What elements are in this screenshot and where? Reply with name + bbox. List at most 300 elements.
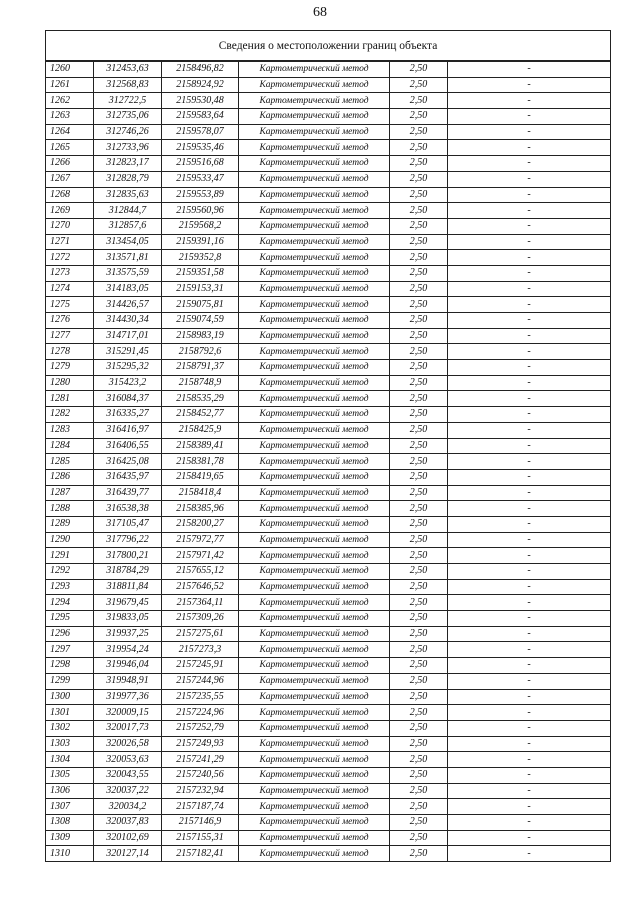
cell-method: Картометрический метод bbox=[239, 454, 390, 470]
cell-coord-y: 2157646,52 bbox=[162, 579, 239, 595]
cell-coord-x: 319937,25 bbox=[94, 626, 162, 642]
cell-method: Картометрический метод bbox=[239, 846, 390, 862]
cell-accuracy: 2,50 bbox=[390, 313, 448, 329]
cell-point-number: 1270 bbox=[46, 218, 94, 234]
table-row bbox=[46, 705, 611, 721]
cell-coord-x: 316335,27 bbox=[94, 407, 162, 423]
table-row bbox=[46, 830, 611, 846]
cell-accuracy: 2,50 bbox=[390, 265, 448, 281]
table-row bbox=[46, 767, 611, 783]
cell-method: Картометрический метод bbox=[239, 93, 390, 109]
cell-description: - bbox=[448, 595, 611, 611]
cell-point-number: 1306 bbox=[46, 783, 94, 799]
table-row bbox=[46, 642, 611, 658]
cell-accuracy: 2,50 bbox=[390, 469, 448, 485]
cell-point-number: 1282 bbox=[46, 407, 94, 423]
cell-method: Картометрический метод bbox=[239, 658, 390, 674]
cell-accuracy: 2,50 bbox=[390, 626, 448, 642]
cell-coord-x: 312823,17 bbox=[94, 156, 162, 172]
table-row bbox=[46, 391, 611, 407]
cell-description: - bbox=[448, 611, 611, 627]
cell-description: - bbox=[448, 61, 611, 77]
cell-point-number: 1271 bbox=[46, 234, 94, 250]
cell-coord-x: 318784,29 bbox=[94, 564, 162, 580]
table-row bbox=[46, 422, 611, 438]
cell-point-number: 1276 bbox=[46, 313, 94, 329]
table-row bbox=[46, 93, 611, 109]
table-title-row bbox=[46, 31, 611, 62]
cell-point-number: 1288 bbox=[46, 501, 94, 517]
cell-accuracy: 2,50 bbox=[390, 673, 448, 689]
cell-coord-y: 2158452,77 bbox=[162, 407, 239, 423]
cell-accuracy: 2,50 bbox=[390, 783, 448, 799]
cell-description: - bbox=[448, 579, 611, 595]
cell-coord-x: 316538,38 bbox=[94, 501, 162, 517]
cell-point-number: 1273 bbox=[46, 265, 94, 281]
table-row bbox=[46, 846, 611, 862]
table-row bbox=[46, 501, 611, 517]
cell-point-number: 1304 bbox=[46, 752, 94, 768]
cell-method: Картометрический метод bbox=[239, 767, 390, 783]
cell-coord-y: 2157182,41 bbox=[162, 846, 239, 862]
cell-accuracy: 2,50 bbox=[390, 375, 448, 391]
cell-method: Картометрический метод bbox=[239, 360, 390, 376]
cell-point-number: 1261 bbox=[46, 77, 94, 93]
table-row bbox=[46, 454, 611, 470]
cell-description: - bbox=[448, 187, 611, 203]
cell-coord-y: 2157224,96 bbox=[162, 705, 239, 721]
table-row bbox=[46, 61, 611, 77]
cell-method: Картометрический метод bbox=[239, 564, 390, 580]
cell-accuracy: 2,50 bbox=[390, 752, 448, 768]
cell-point-number: 1301 bbox=[46, 705, 94, 721]
cell-coord-y: 2159535,46 bbox=[162, 140, 239, 156]
cell-coord-y: 2157155,31 bbox=[162, 830, 239, 846]
table-row bbox=[46, 297, 611, 313]
cell-coord-x: 313575,59 bbox=[94, 265, 162, 281]
cell-point-number: 1294 bbox=[46, 595, 94, 611]
cell-coord-y: 2157252,79 bbox=[162, 720, 239, 736]
cell-accuracy: 2,50 bbox=[390, 234, 448, 250]
cell-description: - bbox=[448, 501, 611, 517]
cell-coord-x: 316416,97 bbox=[94, 422, 162, 438]
cell-accuracy: 2,50 bbox=[390, 422, 448, 438]
cell-method: Картометрический метод bbox=[239, 422, 390, 438]
cell-point-number: 1287 bbox=[46, 485, 94, 501]
cell-description: - bbox=[448, 140, 611, 156]
cell-point-number: 1265 bbox=[46, 140, 94, 156]
cell-method: Картометрический метод bbox=[239, 673, 390, 689]
cell-point-number: 1283 bbox=[46, 422, 94, 438]
cell-coord-y: 2157655,12 bbox=[162, 564, 239, 580]
cell-description: - bbox=[448, 783, 611, 799]
cell-coord-x: 316435,97 bbox=[94, 469, 162, 485]
table-row bbox=[46, 815, 611, 831]
table-row bbox=[46, 438, 611, 454]
cell-point-number: 1264 bbox=[46, 124, 94, 140]
cell-accuracy: 2,50 bbox=[390, 218, 448, 234]
cell-coord-y: 2159530,48 bbox=[162, 93, 239, 109]
cell-method: Картометрический метод bbox=[239, 391, 390, 407]
cell-method: Картометрический метод bbox=[239, 611, 390, 627]
cell-method: Картометрический метод bbox=[239, 218, 390, 234]
cell-description: - bbox=[448, 109, 611, 125]
cell-method: Картометрический метод bbox=[239, 187, 390, 203]
cell-coord-x: 320017,73 bbox=[94, 720, 162, 736]
table-row bbox=[46, 516, 611, 532]
cell-coord-y: 2157245,91 bbox=[162, 658, 239, 674]
cell-coord-y: 2159533,47 bbox=[162, 171, 239, 187]
cell-method: Картометрический метод bbox=[239, 61, 390, 77]
cell-description: - bbox=[448, 234, 611, 250]
cell-description: - bbox=[448, 281, 611, 297]
cell-coord-x: 312746,26 bbox=[94, 124, 162, 140]
table-row bbox=[46, 250, 611, 266]
cell-coord-x: 312828,79 bbox=[94, 171, 162, 187]
cell-description: - bbox=[448, 642, 611, 658]
cell-accuracy: 2,50 bbox=[390, 171, 448, 187]
cell-accuracy: 2,50 bbox=[390, 642, 448, 658]
cell-method: Картометрический метод bbox=[239, 469, 390, 485]
cell-point-number: 1278 bbox=[46, 344, 94, 360]
cell-accuracy: 2,50 bbox=[390, 187, 448, 203]
cell-coord-x: 315291,45 bbox=[94, 344, 162, 360]
cell-description: - bbox=[448, 250, 611, 266]
cell-method: Картометрический метод bbox=[239, 642, 390, 658]
cell-point-number: 1272 bbox=[46, 250, 94, 266]
cell-coord-x: 314426,57 bbox=[94, 297, 162, 313]
cell-point-number: 1274 bbox=[46, 281, 94, 297]
cell-coord-y: 2159074,59 bbox=[162, 313, 239, 329]
cell-description: - bbox=[448, 77, 611, 93]
cell-point-number: 1308 bbox=[46, 815, 94, 831]
cell-point-number: 1266 bbox=[46, 156, 94, 172]
cell-coord-x: 319954,24 bbox=[94, 642, 162, 658]
cell-accuracy: 2,50 bbox=[390, 830, 448, 846]
table-row bbox=[46, 109, 611, 125]
cell-point-number: 1296 bbox=[46, 626, 94, 642]
cell-method: Картометрический метод bbox=[239, 407, 390, 423]
cell-coord-x: 319948,91 bbox=[94, 673, 162, 689]
cell-coord-y: 2157146,9 bbox=[162, 815, 239, 831]
table-row bbox=[46, 626, 611, 642]
cell-coord-x: 320102,69 bbox=[94, 830, 162, 846]
cell-coord-x: 320034,2 bbox=[94, 799, 162, 815]
cell-coord-y: 2157244,96 bbox=[162, 673, 239, 689]
cell-coord-x: 313454,05 bbox=[94, 234, 162, 250]
cell-description: - bbox=[448, 375, 611, 391]
cell-description: - bbox=[448, 422, 611, 438]
cell-accuracy: 2,50 bbox=[390, 689, 448, 705]
cell-method: Картометрический метод bbox=[239, 501, 390, 517]
cell-coord-y: 2157249,93 bbox=[162, 736, 239, 752]
cell-accuracy: 2,50 bbox=[390, 140, 448, 156]
table-row bbox=[46, 611, 611, 627]
cell-method: Картометрический метод bbox=[239, 516, 390, 532]
table-row bbox=[46, 532, 611, 548]
cell-method: Картометрический метод bbox=[239, 626, 390, 642]
cell-coord-y: 2158535,29 bbox=[162, 391, 239, 407]
table-row bbox=[46, 360, 611, 376]
cell-point-number: 1281 bbox=[46, 391, 94, 407]
cell-method: Картометрический метод bbox=[239, 297, 390, 313]
cell-coord-x: 320026,58 bbox=[94, 736, 162, 752]
cell-description: - bbox=[448, 454, 611, 470]
table-row bbox=[46, 124, 611, 140]
cell-coord-x: 312857,6 bbox=[94, 218, 162, 234]
cell-coord-x: 312453,63 bbox=[94, 61, 162, 77]
cell-accuracy: 2,50 bbox=[390, 548, 448, 564]
cell-coord-y: 2157241,29 bbox=[162, 752, 239, 768]
cell-coord-x: 316084,37 bbox=[94, 391, 162, 407]
cell-description: - bbox=[448, 799, 611, 815]
cell-coord-y: 2158791,37 bbox=[162, 360, 239, 376]
cell-method: Картометрический метод bbox=[239, 250, 390, 266]
cell-accuracy: 2,50 bbox=[390, 815, 448, 831]
table-row bbox=[46, 783, 611, 799]
cell-description: - bbox=[448, 564, 611, 580]
cell-method: Картометрический метод bbox=[239, 281, 390, 297]
table-row bbox=[46, 218, 611, 234]
cell-accuracy: 2,50 bbox=[390, 579, 448, 595]
cell-method: Картометрический метод bbox=[239, 109, 390, 125]
cell-coord-y: 2157309,26 bbox=[162, 611, 239, 627]
cell-coord-x: 314430,34 bbox=[94, 313, 162, 329]
cell-point-number: 1309 bbox=[46, 830, 94, 846]
cell-method: Картометрический метод bbox=[239, 783, 390, 799]
cell-point-number: 1263 bbox=[46, 109, 94, 125]
cell-point-number: 1297 bbox=[46, 642, 94, 658]
cell-method: Картометрический метод bbox=[239, 815, 390, 831]
cell-method: Картометрический метод bbox=[239, 485, 390, 501]
cell-accuracy: 2,50 bbox=[390, 658, 448, 674]
cell-point-number: 1280 bbox=[46, 375, 94, 391]
cell-description: - bbox=[448, 360, 611, 376]
cell-coord-y: 2158381,78 bbox=[162, 454, 239, 470]
cell-description: - bbox=[448, 548, 611, 564]
cell-description: - bbox=[448, 736, 611, 752]
cell-coord-y: 2157364,11 bbox=[162, 595, 239, 611]
cell-accuracy: 2,50 bbox=[390, 846, 448, 862]
cell-description: - bbox=[448, 673, 611, 689]
cell-coord-y: 2157273,3 bbox=[162, 642, 239, 658]
cell-point-number: 1300 bbox=[46, 689, 94, 705]
cell-point-number: 1275 bbox=[46, 297, 94, 313]
cell-point-number: 1299 bbox=[46, 673, 94, 689]
cell-coord-y: 2157240,56 bbox=[162, 767, 239, 783]
cell-coord-x: 320043,55 bbox=[94, 767, 162, 783]
cell-description: - bbox=[448, 93, 611, 109]
cell-coord-x: 312733,96 bbox=[94, 140, 162, 156]
cell-accuracy: 2,50 bbox=[390, 109, 448, 125]
table-row bbox=[46, 579, 611, 595]
cell-method: Картометрический метод bbox=[239, 313, 390, 329]
cell-description: - bbox=[448, 391, 611, 407]
cell-description: - bbox=[448, 846, 611, 862]
cell-accuracy: 2,50 bbox=[390, 454, 448, 470]
cell-method: Картометрический метод bbox=[239, 124, 390, 140]
table-row bbox=[46, 344, 611, 360]
cell-coord-x: 319977,36 bbox=[94, 689, 162, 705]
cell-accuracy: 2,50 bbox=[390, 281, 448, 297]
cell-point-number: 1292 bbox=[46, 564, 94, 580]
table-row bbox=[46, 281, 611, 297]
cell-method: Картометрический метод bbox=[239, 548, 390, 564]
cell-coord-y: 2158418,4 bbox=[162, 485, 239, 501]
cell-accuracy: 2,50 bbox=[390, 344, 448, 360]
cell-coord-y: 2159516,68 bbox=[162, 156, 239, 172]
boundary-table bbox=[45, 30, 611, 862]
cell-point-number: 1302 bbox=[46, 720, 94, 736]
cell-description: - bbox=[448, 485, 611, 501]
cell-description: - bbox=[448, 469, 611, 485]
cell-description: - bbox=[448, 626, 611, 642]
cell-coord-y: 2159560,96 bbox=[162, 203, 239, 219]
cell-method: Картометрический метод bbox=[239, 77, 390, 93]
cell-coord-x: 319833,05 bbox=[94, 611, 162, 627]
cell-method: Картометрический метод bbox=[239, 203, 390, 219]
cell-accuracy: 2,50 bbox=[390, 595, 448, 611]
cell-coord-y: 2158496,82 bbox=[162, 61, 239, 77]
cell-coord-y: 2157235,55 bbox=[162, 689, 239, 705]
cell-method: Картометрический метод bbox=[239, 799, 390, 815]
cell-coord-y: 2157972,77 bbox=[162, 532, 239, 548]
cell-method: Картометрический метод bbox=[239, 752, 390, 768]
cell-method: Картометрический метод bbox=[239, 595, 390, 611]
cell-description: - bbox=[448, 407, 611, 423]
cell-method: Картометрический метод bbox=[239, 328, 390, 344]
cell-coord-x: 312568,83 bbox=[94, 77, 162, 93]
cell-description: - bbox=[448, 689, 611, 705]
cell-point-number: 1284 bbox=[46, 438, 94, 454]
cell-method: Картометрический метод bbox=[239, 579, 390, 595]
cell-coord-x: 314717,01 bbox=[94, 328, 162, 344]
cell-accuracy: 2,50 bbox=[390, 501, 448, 517]
table-row bbox=[46, 548, 611, 564]
cell-coord-x: 317105,47 bbox=[94, 516, 162, 532]
table-row bbox=[46, 140, 611, 156]
table-row bbox=[46, 799, 611, 815]
cell-accuracy: 2,50 bbox=[390, 360, 448, 376]
table-row bbox=[46, 752, 611, 768]
cell-coord-y: 2159351,58 bbox=[162, 265, 239, 281]
cell-method: Картометрический метод bbox=[239, 736, 390, 752]
cell-accuracy: 2,50 bbox=[390, 61, 448, 77]
cell-coord-x: 317796,22 bbox=[94, 532, 162, 548]
cell-point-number: 1285 bbox=[46, 454, 94, 470]
cell-point-number: 1305 bbox=[46, 767, 94, 783]
cell-method: Картометрический метод bbox=[239, 171, 390, 187]
cell-accuracy: 2,50 bbox=[390, 297, 448, 313]
cell-coord-y: 2158385,96 bbox=[162, 501, 239, 517]
cell-coord-y: 2159578,07 bbox=[162, 124, 239, 140]
cell-coord-x: 316439,77 bbox=[94, 485, 162, 501]
cell-coord-x: 319679,45 bbox=[94, 595, 162, 611]
cell-accuracy: 2,50 bbox=[390, 328, 448, 344]
cell-accuracy: 2,50 bbox=[390, 93, 448, 109]
cell-point-number: 1262 bbox=[46, 93, 94, 109]
cell-coord-x: 312722,5 bbox=[94, 93, 162, 109]
cell-description: - bbox=[448, 516, 611, 532]
cell-coord-y: 2157275,61 bbox=[162, 626, 239, 642]
cell-description: - bbox=[448, 658, 611, 674]
cell-description: - bbox=[448, 265, 611, 281]
cell-description: - bbox=[448, 705, 611, 721]
cell-coord-y: 2159583,64 bbox=[162, 109, 239, 125]
cell-description: - bbox=[448, 313, 611, 329]
cell-coord-x: 316406,55 bbox=[94, 438, 162, 454]
cell-description: - bbox=[448, 720, 611, 736]
cell-coord-x: 312735,06 bbox=[94, 109, 162, 125]
cell-accuracy: 2,50 bbox=[390, 156, 448, 172]
cell-method: Картометрический метод bbox=[239, 720, 390, 736]
cell-coord-y: 2159553,89 bbox=[162, 187, 239, 203]
cell-description: - bbox=[448, 438, 611, 454]
cell-coord-y: 2159153,31 bbox=[162, 281, 239, 297]
cell-coord-x: 320127,14 bbox=[94, 846, 162, 862]
cell-coord-y: 2159391,16 bbox=[162, 234, 239, 250]
cell-point-number: 1298 bbox=[46, 658, 94, 674]
table-row bbox=[46, 595, 611, 611]
table-row bbox=[46, 673, 611, 689]
table-body bbox=[46, 31, 611, 862]
table-row bbox=[46, 564, 611, 580]
cell-method: Картометрический метод bbox=[239, 140, 390, 156]
cell-description: - bbox=[448, 532, 611, 548]
table-title: Сведения о местоположении границ объекта bbox=[46, 31, 611, 62]
table-row bbox=[46, 203, 611, 219]
cell-accuracy: 2,50 bbox=[390, 532, 448, 548]
cell-point-number: 1260 bbox=[46, 61, 94, 77]
cell-coord-y: 2158748,9 bbox=[162, 375, 239, 391]
table-row bbox=[46, 313, 611, 329]
cell-description: - bbox=[448, 328, 611, 344]
cell-point-number: 1290 bbox=[46, 532, 94, 548]
table-row bbox=[46, 658, 611, 674]
cell-coord-y: 2157971,42 bbox=[162, 548, 239, 564]
cell-method: Картометрический метод bbox=[239, 344, 390, 360]
cell-accuracy: 2,50 bbox=[390, 391, 448, 407]
table-row bbox=[46, 375, 611, 391]
cell-description: - bbox=[448, 767, 611, 783]
table-row bbox=[46, 328, 611, 344]
cell-description: - bbox=[448, 124, 611, 140]
cell-point-number: 1291 bbox=[46, 548, 94, 564]
cell-accuracy: 2,50 bbox=[390, 485, 448, 501]
cell-method: Картометрический метод bbox=[239, 234, 390, 250]
cell-accuracy: 2,50 bbox=[390, 720, 448, 736]
cell-point-number: 1293 bbox=[46, 579, 94, 595]
cell-coord-y: 2158924,92 bbox=[162, 77, 239, 93]
cell-coord-y: 2159568,2 bbox=[162, 218, 239, 234]
cell-method: Картометрический метод bbox=[239, 156, 390, 172]
table-row bbox=[46, 265, 611, 281]
cell-coord-y: 2158792,6 bbox=[162, 344, 239, 360]
table-row bbox=[46, 187, 611, 203]
cell-coord-x: 315295,32 bbox=[94, 360, 162, 376]
cell-coord-y: 2158983,19 bbox=[162, 328, 239, 344]
cell-coord-y: 2158389,41 bbox=[162, 438, 239, 454]
cell-accuracy: 2,50 bbox=[390, 611, 448, 627]
cell-coord-x: 320053,63 bbox=[94, 752, 162, 768]
cell-coord-x: 316425,08 bbox=[94, 454, 162, 470]
cell-coord-y: 2157187,74 bbox=[162, 799, 239, 815]
cell-accuracy: 2,50 bbox=[390, 77, 448, 93]
cell-accuracy: 2,50 bbox=[390, 767, 448, 783]
table-row bbox=[46, 485, 611, 501]
cell-coord-y: 2159352,8 bbox=[162, 250, 239, 266]
cell-description: - bbox=[448, 297, 611, 313]
